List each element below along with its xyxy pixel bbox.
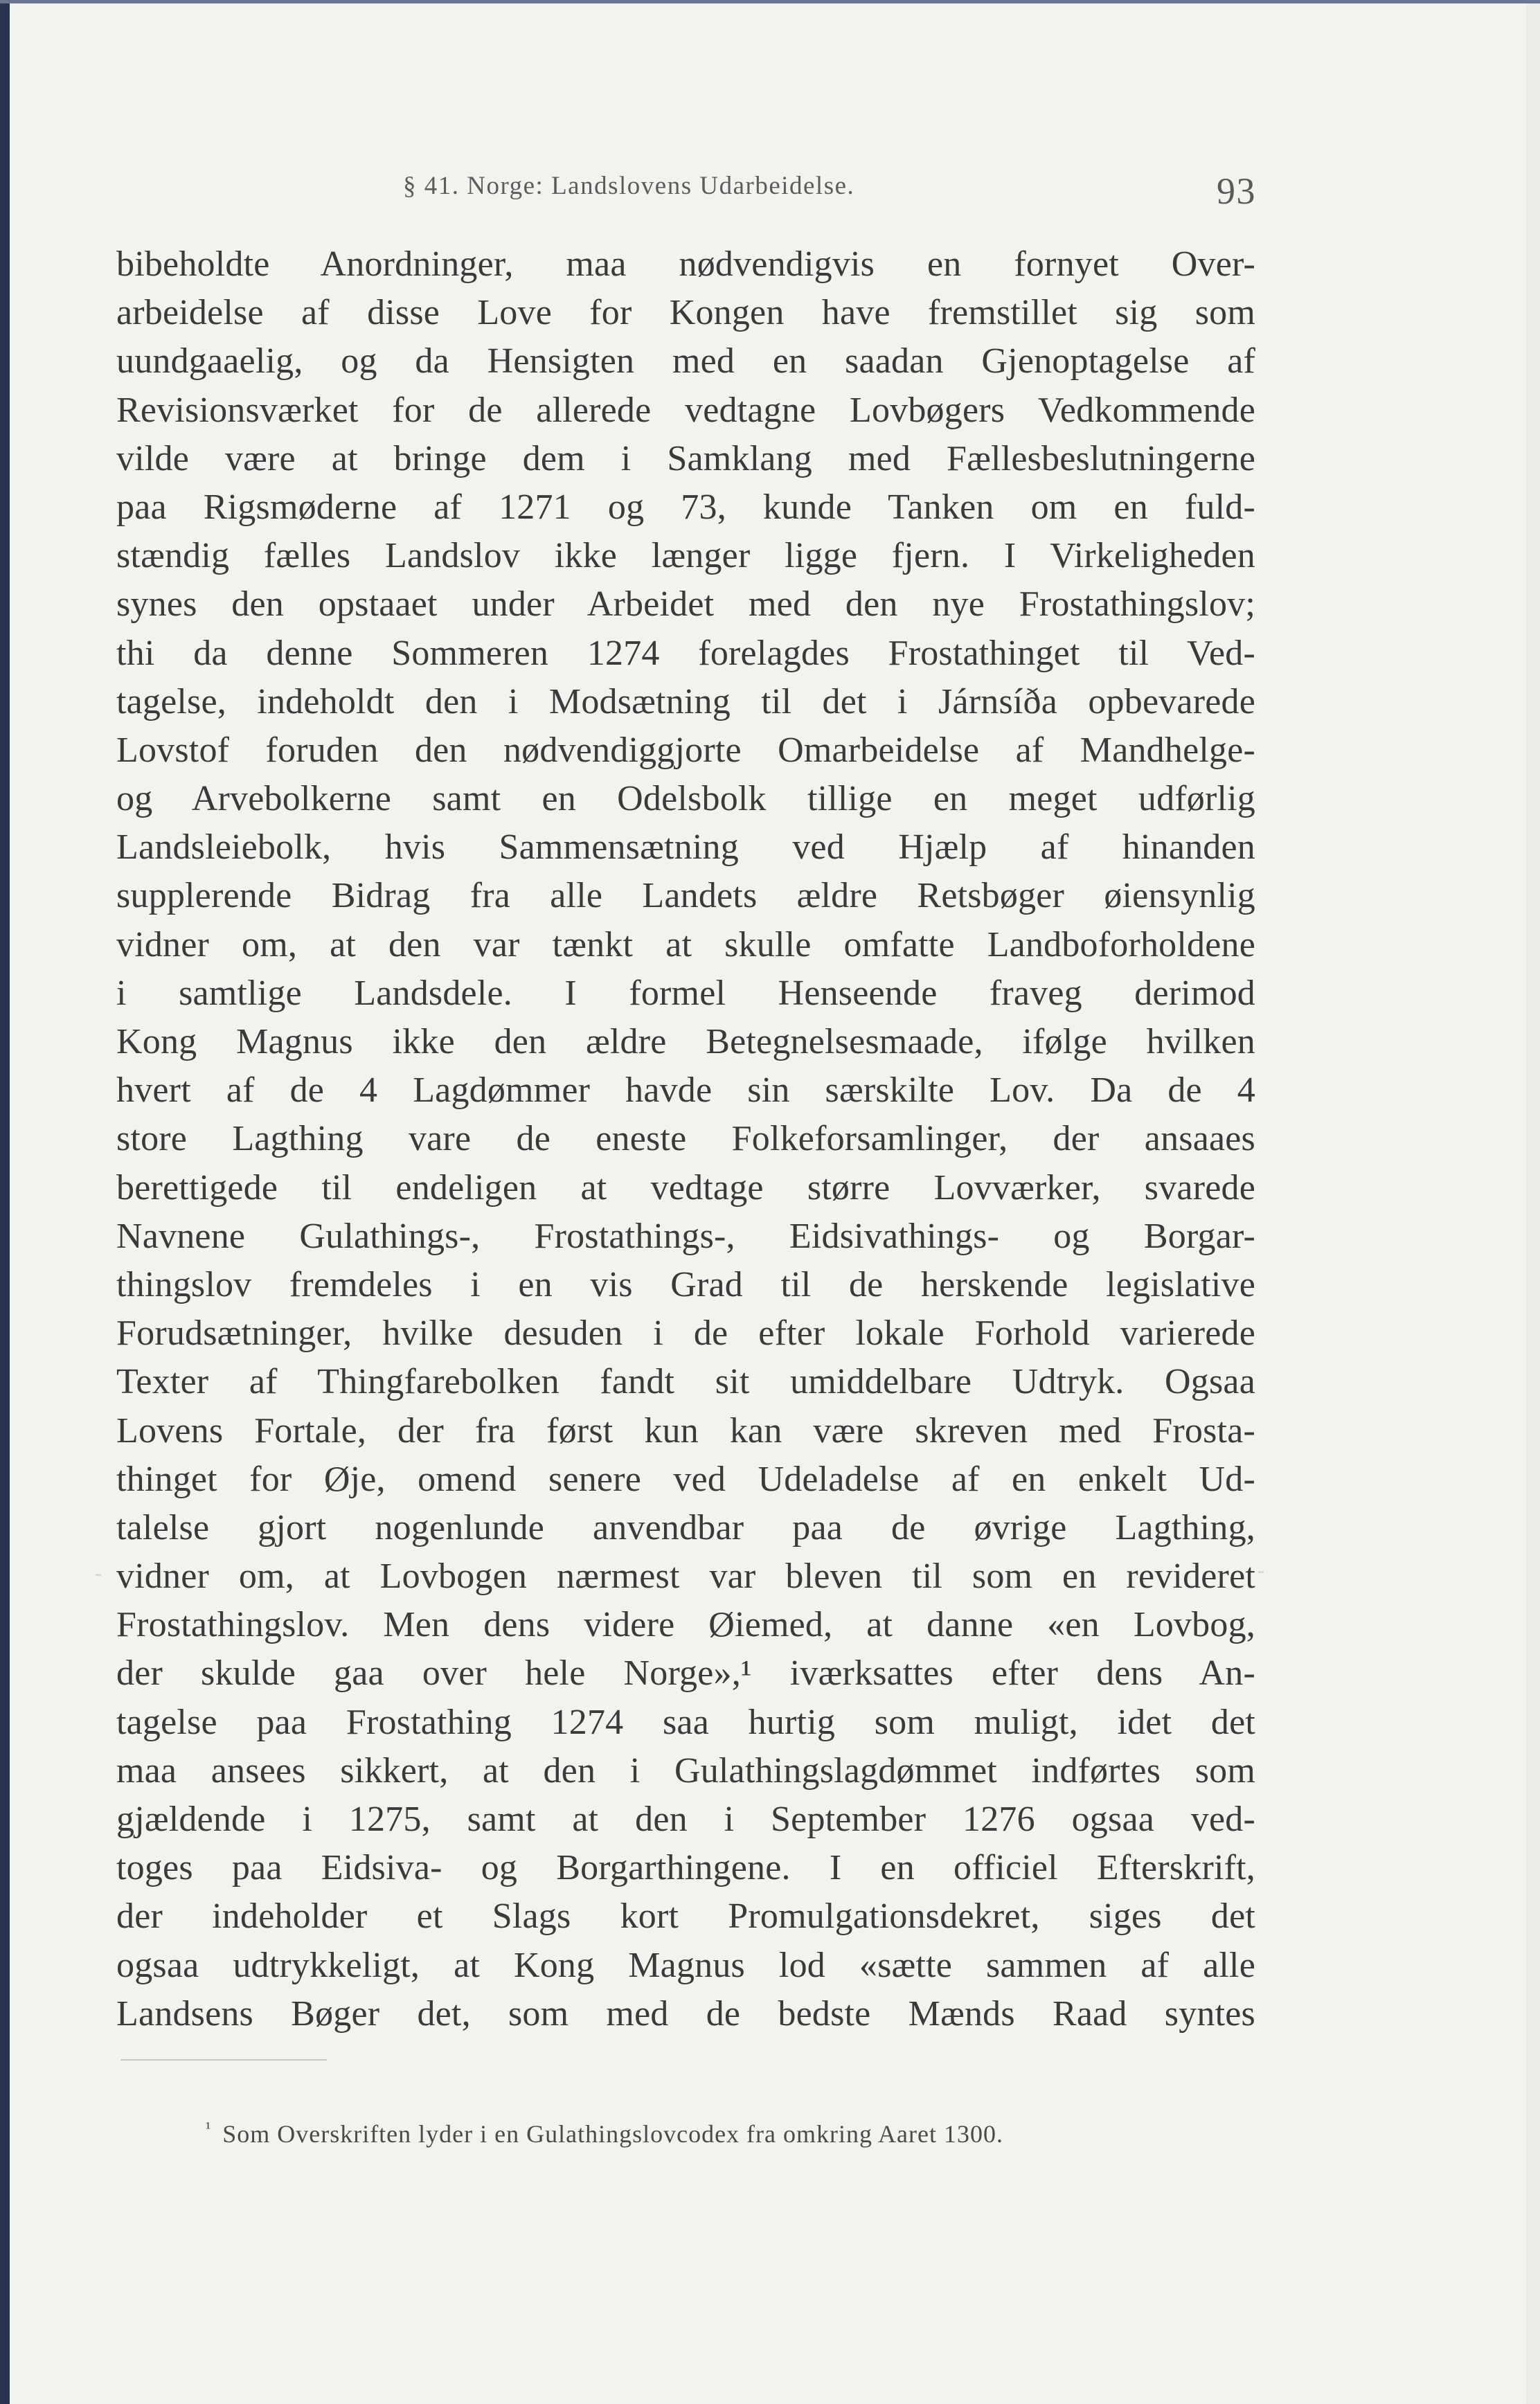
text-line: supplerende Bidrag fra alle Landets ældre Retsbøger øiensynlig — [116, 876, 1255, 916]
text-line: talelse gjort nogenlunde anvendbar paa de øvrige Lagthing, — [116, 1507, 1255, 1548]
text-line: store Lagthing vare de eneste Folkeforsamlinger, der ansaaes — [116, 1119, 1255, 1159]
text-line: Frostathingslov. Men dens videre Øiemed, at danne «en Lovbog, — [116, 1605, 1255, 1645]
text-line: og Arvebolkerne samt en Odelsbolk tillige en meget udførlig — [116, 779, 1255, 819]
text-line: tagelse paa Frostathing 1274 saa hurtig som muligt, idet det — [116, 1702, 1255, 1742]
text-line: toges paa Eidsiva- og Borgarthingene. I en officiel Efterskrift, — [116, 1848, 1255, 1888]
text-line: vidner om, at Lovbogen nærmest var bleven til som en revideret — [116, 1557, 1255, 1597]
text-line: thinget for Øje, omend senere ved Udeladelse af en enkelt Ud- — [116, 1459, 1255, 1499]
text-line: tagelse, indeholdt den i Modsætning til det i Járnsíða opbevarede — [116, 681, 1255, 721]
text-line: thi da denne Sommeren 1274 forelagdes Frostathinget til Ved- — [116, 633, 1255, 673]
text-line: vilde være at bringe dem i Samklang med Fællesbeslutningerne — [116, 438, 1255, 478]
text-line: Lovstof foruden den nødvendiggjorte Omarbeidelse af Mandhelge- — [116, 730, 1255, 770]
text-line: uundgaaelig, og da Hensigten med en saadan Gjenoptagelse af — [116, 341, 1255, 382]
footnote-marker: ¹ — [206, 2119, 212, 2137]
text-line: Forudsætninger, hvilke desuden i de efter lokale Forhold varierede — [116, 1313, 1255, 1354]
text-line: i samtlige Landsdele. I formel Henseende fraveg derimod — [116, 973, 1255, 1013]
text-line: Landsens Bøger det, som med de bedste Mænds Raad syntes — [116, 1993, 1255, 2034]
text-line: bibeholdte Anordninger, maa nødvendigvis en fornyet Over- — [116, 244, 1255, 284]
text-line: hvert af de 4 Lagdømmer havde sin særskilte Lov. Da de 4 — [116, 1070, 1255, 1111]
running-head — [114, 157, 1256, 213]
text-line: der skulde gaa over hele Norge»,¹ iværksattes efter dens An- — [116, 1653, 1255, 1694]
text-line: vidner om, at den var tænkt at skulle omfatte Landboforholdene — [116, 924, 1255, 965]
text-line: thingslov fremdeles i en vis Grad til de herskende legislative — [116, 1264, 1255, 1304]
text-line: Navnene Gulathings-, Frostathings-, Eidsivathings- og Borgar- — [116, 1216, 1255, 1256]
text-line: der indeholder et Slags kort Promulgationsdekret, siges det — [116, 1896, 1255, 1937]
text-line: gjældende i 1275, samt at den i September 1276 ogsaa ved- — [116, 1800, 1255, 1839]
text-line: Landsleiebolk, hvis Sammensætning ved Hjælp af hinanden — [116, 827, 1255, 868]
scan-edge-left — [0, 0, 10, 2404]
text-line: berettigede til endeligen at vedtage større Lovværker, svarede — [116, 1167, 1255, 1208]
text-line: Revisionsværket for de allerede vedtagne Lovbøgers Vedkommende — [116, 390, 1255, 430]
text-line: synes den opstaaet under Arbeidet med den nye Frostathingslov; — [116, 584, 1255, 625]
text-line: Lovens Fortale, der fra først kun kan være skreven med Frosta- — [116, 1410, 1255, 1451]
page-mark — [96, 1574, 101, 1576]
text-line: ogsaa udtrykkeligt, at Kong Magnus lod «sætte sammen af alle — [116, 1945, 1255, 1985]
text-line: paa Rigsmøderne af 1271 og 73, kunde Tanken om en fuld- — [116, 487, 1255, 527]
page-number: 93 — [1217, 170, 1256, 212]
text-line: Texter af Thingfarebolken fandt sit umiddelbare Udtryk. Ogsaa — [116, 1362, 1255, 1402]
book-page — [10, 3, 1526, 2404]
running-head-title: § 41. Norge: Landslovens Udarbeidelse. — [403, 172, 855, 200]
footnote-rule — [120, 2059, 327, 2061]
footnote-text: Som Overskriften lyder i en Gulathingslovcodex fra omkring Aaret 1300. — [222, 2120, 1003, 2148]
text-line: arbeidelse af disse Love for Kongen have fremstillet sig som — [116, 293, 1255, 333]
text-line: Kong Magnus ikke den ældre Betegnelsesmaade, ifølge hvilken — [116, 1022, 1255, 1061]
body-text — [116, 240, 1255, 2038]
text-line: stændig fælles Landslov ikke længer ligge fjern. I Virkeligheden — [116, 536, 1255, 576]
page-mark — [1258, 1571, 1264, 1573]
text-line: maa ansees sikkert, at den i Gulathingslagdømmet indførtes som — [116, 1750, 1255, 1791]
footnote — [206, 2119, 1244, 2149]
